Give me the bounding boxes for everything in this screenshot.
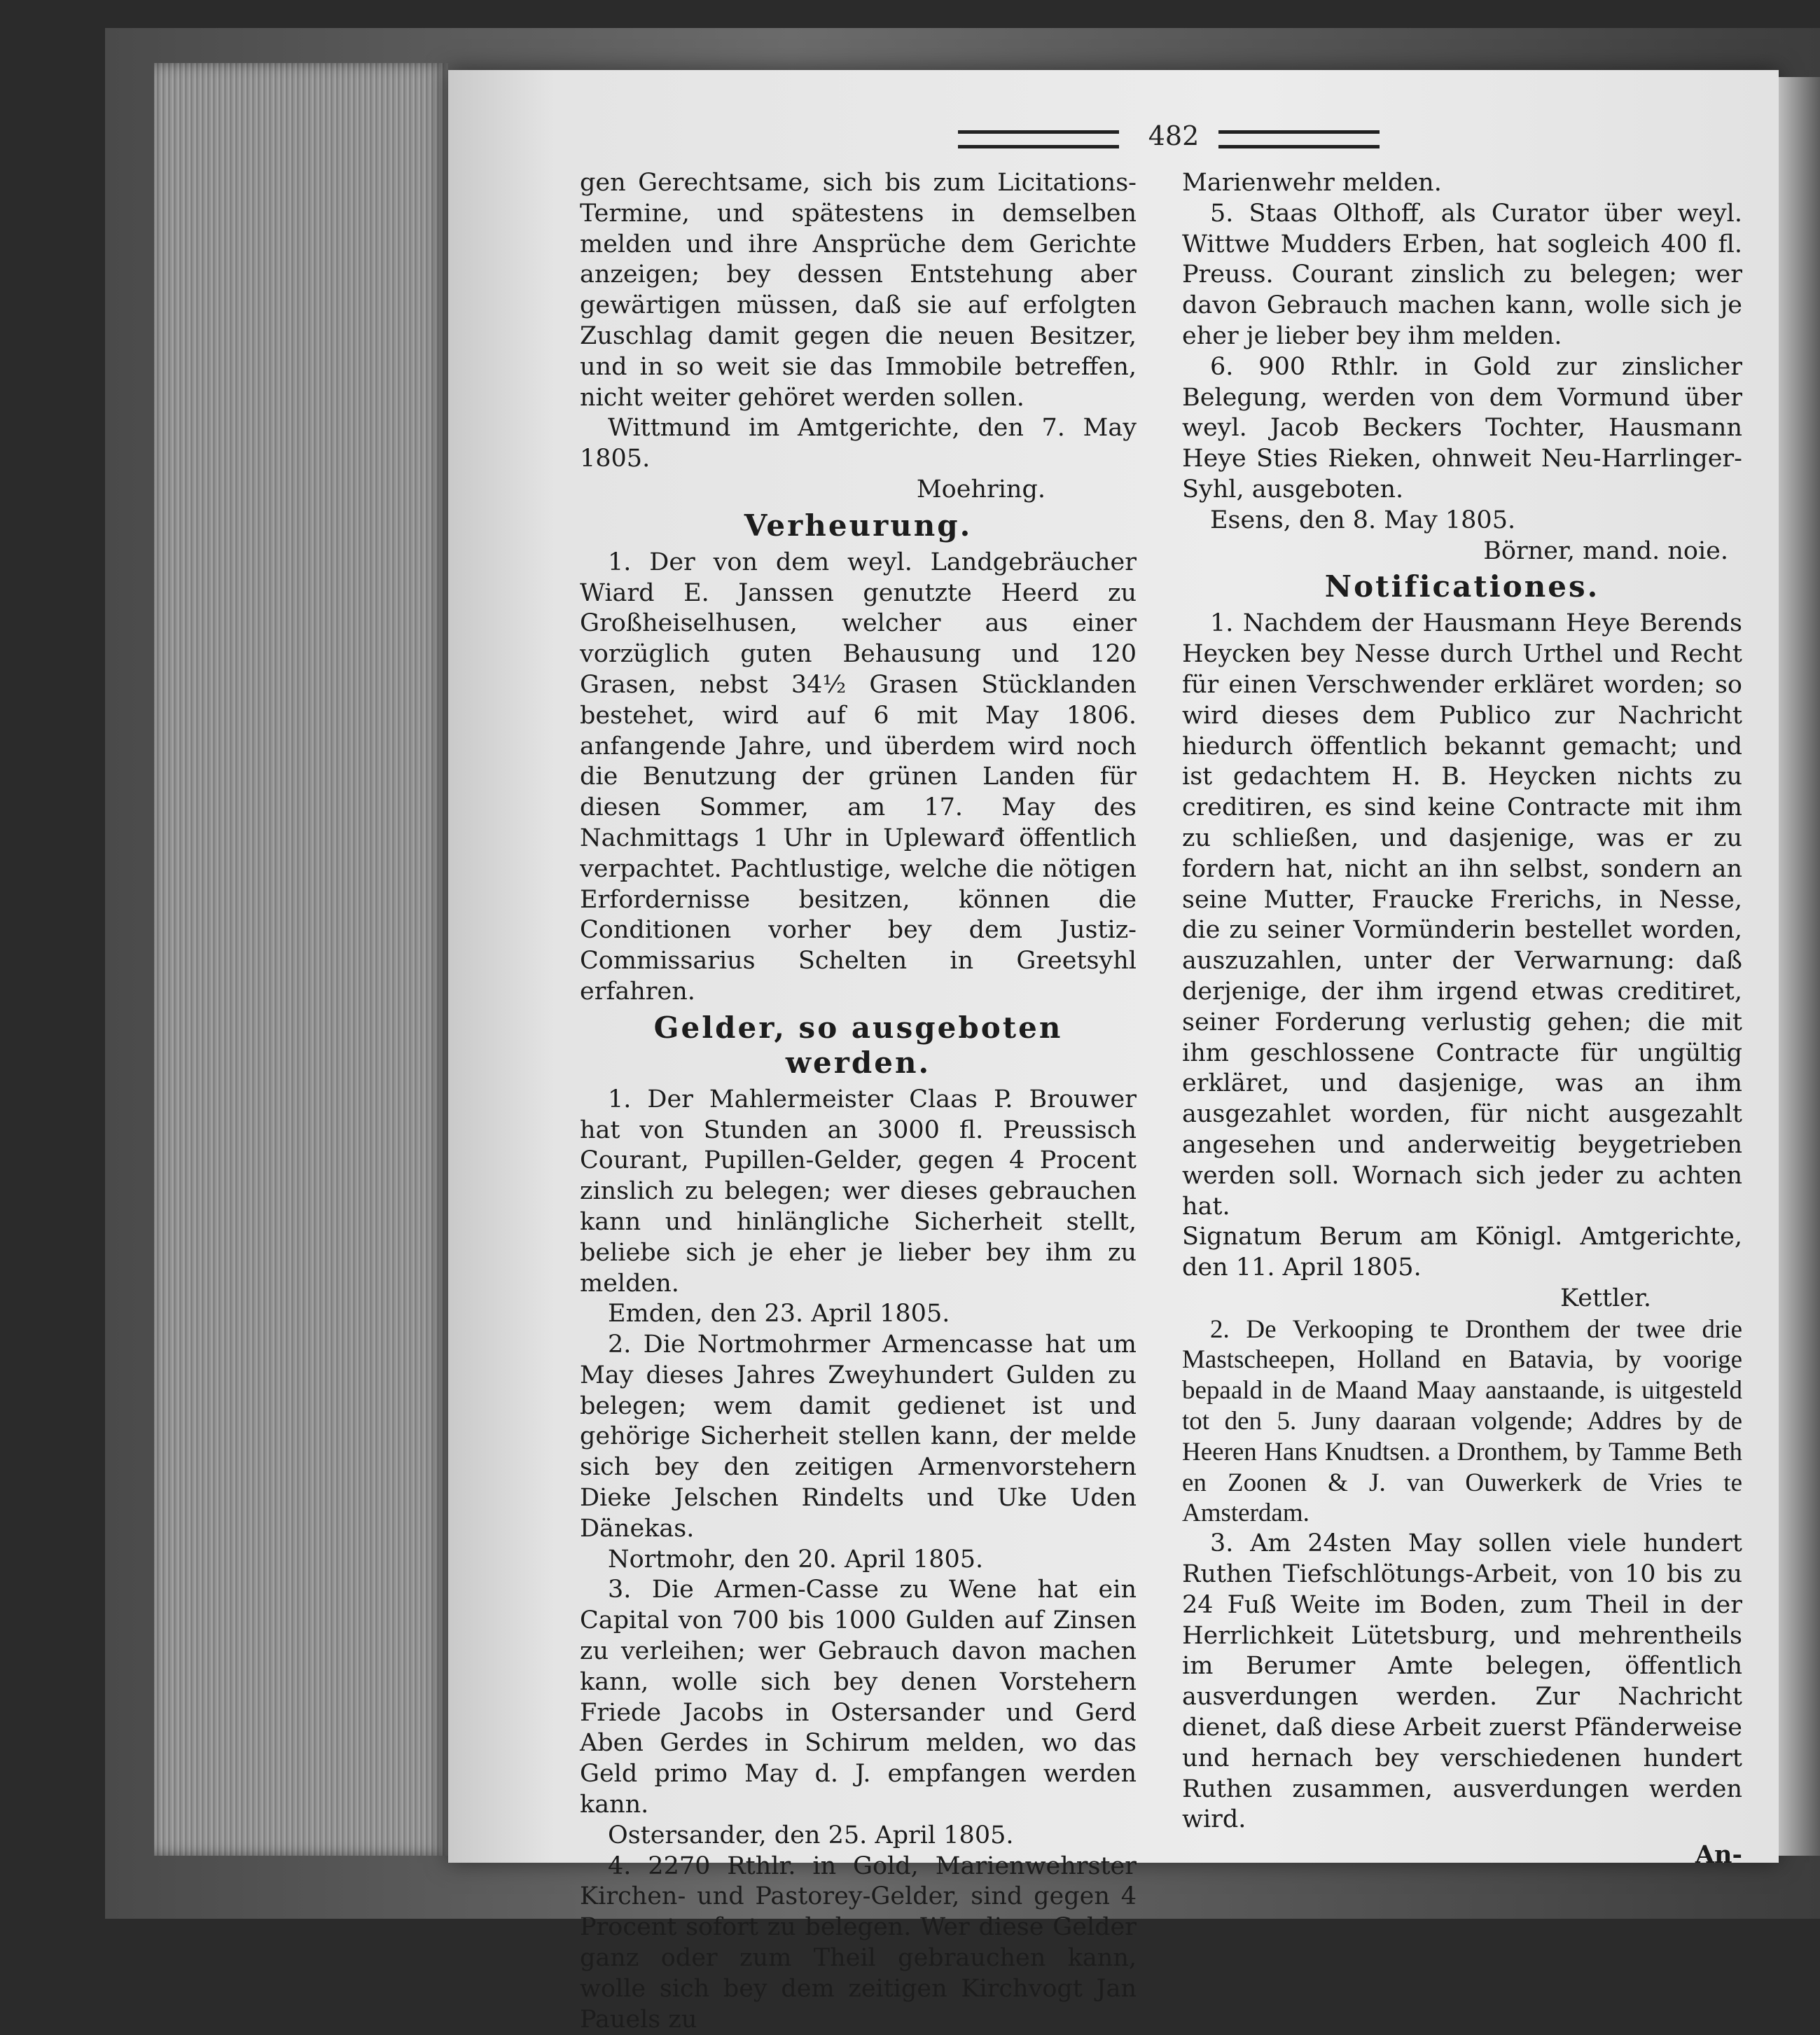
signature: Moehring. (916, 475, 1046, 503)
continuation-text: Marienwehr melden. (1182, 169, 1442, 197)
section-heading-notificationes: Notificationes. (1324, 569, 1600, 604)
page-number: 482 (1148, 120, 1200, 151)
left-column (580, 168, 1137, 2035)
notice-paragraph: 1. Der von dem weyl. Landgebräucher Wiard E. Janssen genutzte Heerd zu Großheiselhusen, welcher aus einer vorzüglich guten Behausung und 120 Grasen, nebst 34½ Grasen Stücklanden bestehet, wird auf 6 mit May 1806. anfangende Jahre, und überdem wird noch die Benutzung der grünen Landen für diesen Sommer, am 17. May des Nachmittags 1 Uhr in Uplewarđ öffentlich verpachtet. Pachtlustige, welche die nötigen Erfordernisse besitzen, können die Conditionen vorher bey dem Justiz-Commissarius Schelten in Greetsyhl erfahren. (580, 548, 1137, 1006)
dateline: Ostersander, den 25. April 1805. (608, 1821, 1014, 1849)
header-rule-left (958, 130, 1119, 148)
section-heading-verheurung: Verheurung. (744, 508, 973, 543)
section-heading-gelder: Gelder, so ausgeboten werden. (653, 1010, 1063, 1080)
signature: Börner, mand. noie. (1483, 536, 1728, 565)
notice-paragraph: 6. 900 Rthlr. in Gold zur zinslicher Belegung, werden von dem Vormund über weyl. Jacob Beckers Tochter, Hausmann Heye Sties Rieken, ohnweit Neu-Harrlinger-Syhl, ausgeboten. (1182, 352, 1742, 503)
dateline: Signatum Berum am Königl. Amtgerichte, den 11. April 1805. (1182, 1223, 1742, 1282)
right-column (1182, 168, 1742, 1870)
notice-paragraph: 1. Der Mahlermeister Claas P. Brouwer hat von Stunden an 3000 fl. Preussisch Courant, Pupillen-Gelder, gegen 4 Procent zinslich zu belegen; wer dieses gebrauchen kann und hinlängliche Sicherheit stellt, beliebe sich je eher je lieber bey ihm zu melden. (580, 1085, 1137, 1298)
continuation-text: gen Gerechtsame, sich bis zum Licitations-Termine, und spätestens in demselben melden und ihre Ansprüche dem Gerichte anzeigen; bey dessen Entstehung aber gewärtigen müssen, daß sie auf erfolgten Zuschlag damit gegen die neuen Besitzer, und in so weit sie das Immobile betreffen, nicht weiter gehöret werden sollen. (580, 169, 1137, 412)
dateline: Emden, den 23. April 1805. (608, 1300, 950, 1328)
notice-paragraph: 1. Nachdem der Hausmann Heye Berends Heycken bey Nesse durch Urthel und Recht für einen Verschwender erkläret worden; so wird dieses dem Publico zur Nachricht hiedurch öffentlich bekannt gemacht; und ist gedachtem H. B. Heycken nichts zu creditiren, es sind keine Contracte mit ihm zu schließen, und dasjenige, was er zu fordern hat, nicht an ihn selbst, sondern an seine Mutter, Fraucke Frerichs, in Nesse, die zu seiner Vormünderin bestellet worden, auszuzahlen, unter der Verwarnung: daß derjenige, der ihm irgend etwas creditiret, seiner Forderung verlustig gehen; die mit ihm geschlossene Contracte für ungültig erkläret, und dasjenige, was an ihm ausgezahlet worden, für nicht ausgezahlt angesehen und anderweitig beygetrieben werden soll. Wornach sich jeder zu achten hat. (1182, 609, 1742, 1221)
notice-paragraph: 4. 2270 Rthlr. in Gold, Marienwehrster Kirchen- und Pastorey-Gelder, sind gegen 4 Procent sofort zu belegen. Wer diese Gelder ganz oder zum Theil gebrauchen kann, wolle sich bey dem zeitigen Kirchvogt Jan Pauels zu (580, 1852, 1137, 2034)
notice-paragraph: 5. Staas Olthoff, als Curator über weyl. Wittwe Mudders Erben, hat sogleich 400 fl. Preuss. Courant zinslich zu belegen; wer davon Gebrauch machen kann, wolle sich je eher je lieber bey ihm melden. (1182, 199, 1742, 350)
notice-paragraph: 3. Die Armen-Casse zu Wene hat ein Capital von 700 bis 1000 Gulden auf Zinsen zu verleihen; wer Gebrauch davon machen kann, wolle sich bey denen Vorstehern Friede Jacobs in Ostersander und Gerd Aben Gerdes in Schirum melden, wo das Geld primo May d. J. empfangen werden kann. (580, 1576, 1137, 1819)
catchword: An- (1695, 1840, 1742, 1870)
dutch-notice-paragraph: 2. De Verkooping te Dronthem der twee drie Mastscheepen, Holland en Batavia, by voorige bepaald in de Maand Maay aanstaande, is uitgesteld tot den 5. Juny daaraan volgende; Addres by de Heeren Hans Knudtsen. a Dronthem, by Tamme Beth en Zoonen & J. van Ouwerkerk de Vries te Amsterdam. (1182, 1314, 1742, 1528)
dateline: Esens, den 8. May 1805. (1210, 506, 1516, 534)
notice-paragraph: 3. Am 24sten May sollen viele hundert Ruthen Tiefschlötungs-Arbeit, von 10 bis zu 24 Fuß Weite im Boden, zum Theil in der Herrlichkeit Lütetsburg, und mehrentheils im Berumer Amte belegen, öffentlich ausverdungen werden. Zur Nachricht dienet, daß diese Arbeit zuerst Pfänderweise und hernach bey verschiedenen hundert Ruthen zusammen, ausverdungen werden wird. (1182, 1529, 1742, 1834)
page-block-edges (154, 63, 448, 1856)
dateline: Wittmund im Amtgerichte, den 7. May 1805. (580, 414, 1137, 473)
facing-page-edge (1779, 77, 1820, 1856)
header-rule-right (1218, 130, 1380, 148)
signature: Kettler. (1560, 1284, 1651, 1312)
dateline: Nortmohr, den 20. April 1805. (608, 1545, 984, 1574)
notice-paragraph: 2. Die Nortmohrmer Armencasse hat um May dieses Jahres Zweyhundert Gulden zu belegen; wem damit gedienet ist und gehörige Sicherheit stellen kann, der melde sich bey den zeitigen Armenvorstehern Dieke Jelschen Rindelts und Uke Uden Dänekas. (580, 1331, 1137, 1543)
